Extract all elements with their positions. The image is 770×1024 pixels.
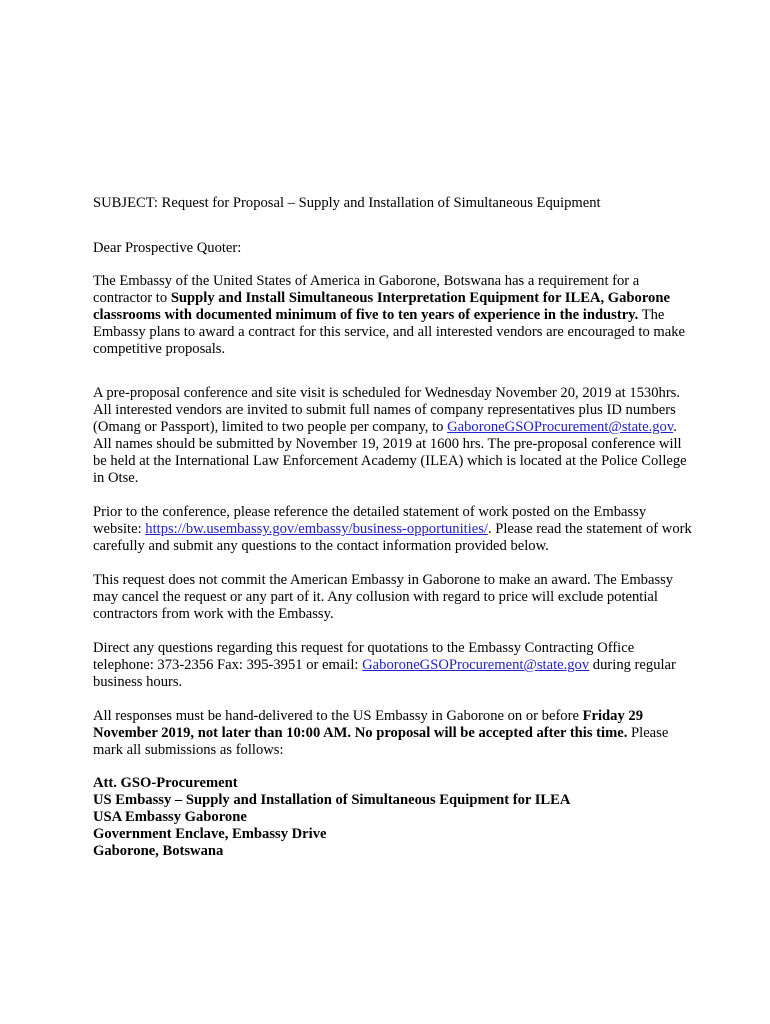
conference-text-2: . All names should be submitted by November 19, 2019 at 1600 hrs. The pre-proposal conference will be held at the International Law Enforcement Academy (ILEA) which is located at the Police College in Otse. (93, 419, 687, 486)
questions-text-1: Direct any questions regarding this request for quotations to the Embassy Contracting Office telephone: 373-2356 Fax: 395-3951 or email: (93, 640, 635, 673)
conference-text-1: A pre-proposal conference and site visit is scheduled for Wednesday November 20, 2019 at 1530hrs. All interested vendors are invited to submit full names of company representatives plus ID numbers (Omang or Passport), limited to two people per company, to (93, 385, 681, 435)
letter-subject: SUBJECT: Request for Proposal – Supply and Installation of Simultaneous Equipment (93, 195, 601, 211)
address-line: USA Embassy Gaborone (93, 809, 247, 825)
website-paragraph (93, 504, 693, 555)
responses-deadline: Friday 29 November 2019, not later than 10:00 AM. No proposal will be accepted after this time. (93, 708, 643, 741)
address-line: Gaborone, Botswana (93, 843, 224, 859)
address-line: Government Enclave, Embassy Drive (93, 826, 327, 842)
address-line: Att. GSO-Procurement (93, 775, 238, 791)
conference-paragraph (93, 385, 693, 487)
responses-paragraph (93, 708, 693, 759)
intro-text-1: The Embassy of the United States of America in Gaborone, Botswana has a requirement for a contractor to (93, 273, 640, 306)
questions-text-2: during regular business hours. (93, 657, 676, 690)
mailing-address (93, 775, 693, 860)
business-opportunities-link[interactable]: https://bw.usembassy.gov/embassy/business-opportunities/ (145, 521, 488, 537)
intro-bold-requirement: Supply and Install Simultaneous Interpretation Equipment for ILEA, Gaborone classrooms with documented minimum of five to ten years of experience in the industry. (93, 290, 670, 323)
commitment-paragraph: This request does not commit the American Embassy in Gaborone to make an award. The Embassy may cancel the request or any part of it. Any collusion with regard to price will exclude potential contractors from work with the Embassy. (93, 572, 674, 622)
address-line: US Embassy – Supply and Installation of Simultaneous Equipment for ILEA (93, 792, 571, 808)
responses-text-1: All responses must be hand-delivered to the US Embassy in Gaborone on or before (93, 708, 583, 724)
letter-body (93, 195, 693, 860)
intro-text-2: The Embassy plans to award a contract for this service, and all interested vendors are encouraged to make competitive proposals. (93, 307, 686, 357)
website-text-2: . Please read the statement of work carefully and submit any questions to the contact information provided below. (93, 521, 692, 554)
intro-paragraph (93, 273, 693, 358)
responses-text-2: Please mark all submissions as follows: (93, 725, 669, 758)
website-text-1: Prior to the conference, please reference the detailed statement of work posted on the Embassy website: (93, 504, 647, 537)
procurement-email-link[interactable]: GaboroneGSOProcurement@state.gov (447, 419, 674, 435)
questions-paragraph (93, 640, 693, 691)
contact-email-link[interactable]: GaboroneGSOProcurement@state.gov (362, 657, 590, 673)
letter-salutation: Dear Prospective Quoter: (93, 240, 242, 256)
